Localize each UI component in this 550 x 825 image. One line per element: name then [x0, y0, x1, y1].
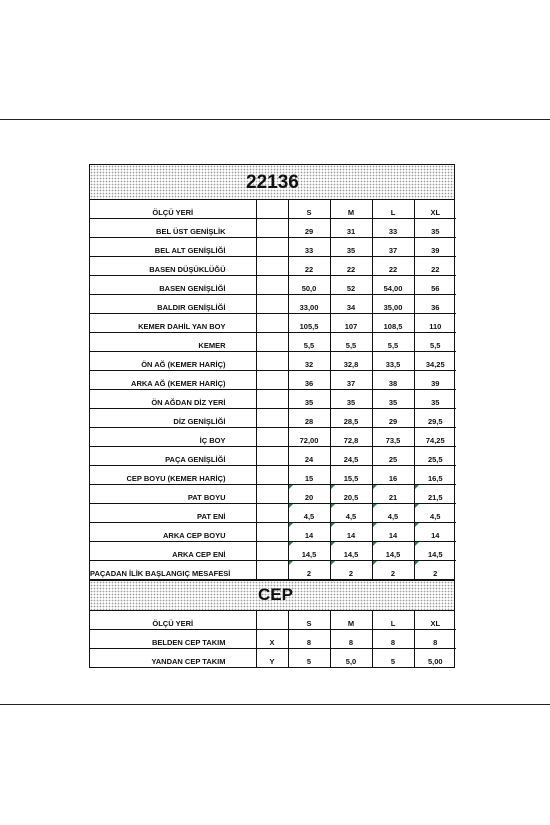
table-row	[90, 390, 456, 409]
measurement-label: PAÇADAN İLİK BAŞLANGIÇ MESAFESİ	[90, 561, 256, 580]
value-cell: 25	[372, 447, 414, 466]
value-cell: 2	[288, 561, 330, 580]
value-cell: 32,8	[330, 352, 372, 371]
value-cell: 36	[288, 371, 330, 390]
axis-cell: Y	[256, 649, 288, 668]
blank-cell	[256, 523, 288, 542]
value-cell: 8	[372, 630, 414, 649]
blank-cell	[256, 561, 288, 580]
blank-cell	[256, 409, 288, 428]
measurement-label: ÖN AĞDAN DİZ YERİ	[90, 390, 256, 409]
measurement-label: YANDAN CEP TAKIM	[90, 649, 256, 668]
value-cell: 35	[330, 390, 372, 409]
blank-cell	[256, 238, 288, 257]
size-header-s: S	[288, 200, 330, 219]
value-cell: 35,00	[372, 295, 414, 314]
value-cell: 4,5	[288, 504, 330, 523]
size-header-l: L	[372, 611, 414, 630]
value-cell: 4,5	[372, 504, 414, 523]
value-cell: 5,5	[372, 333, 414, 352]
value-cell: 33	[288, 238, 330, 257]
table-row	[90, 523, 456, 542]
value-cell: 14	[372, 523, 414, 542]
header-blank	[256, 200, 288, 219]
value-cell: 20	[288, 485, 330, 504]
value-cell: 31	[330, 219, 372, 238]
measurement-label: BASEN DÜŞÜKLÜĞÜ	[90, 257, 256, 276]
value-cell: 16,5	[414, 466, 456, 485]
value-cell: 35	[414, 219, 456, 238]
header-label: ÖLÇÜ YERİ	[90, 611, 256, 630]
value-cell: 4,5	[414, 504, 456, 523]
value-cell: 14,5	[330, 542, 372, 561]
size-header-s: S	[288, 611, 330, 630]
header-row	[90, 611, 456, 630]
measurement-label: BASEN GENİŞLİĞİ	[90, 276, 256, 295]
value-cell: 38	[372, 371, 414, 390]
value-cell: 39	[414, 371, 456, 390]
value-cell: 8	[288, 630, 330, 649]
value-cell: 29	[372, 409, 414, 428]
measurement-label: KEMER	[90, 333, 256, 352]
value-cell: 16	[372, 466, 414, 485]
value-cell: 35	[330, 238, 372, 257]
value-cell: 20,5	[330, 485, 372, 504]
value-cell: 29,5	[414, 409, 456, 428]
blank-cell	[256, 276, 288, 295]
table-row	[90, 257, 456, 276]
measurement-label: PAT BOYU	[90, 485, 256, 504]
cep-title: CEP	[258, 585, 293, 604]
value-cell: 52	[330, 276, 372, 295]
measurement-label: PAÇA GENİŞLİĞİ	[90, 447, 256, 466]
value-cell: 72,8	[330, 428, 372, 447]
size-header-xl: XL	[414, 611, 456, 630]
value-cell: 39	[414, 238, 456, 257]
value-cell: 5,5	[330, 333, 372, 352]
table-row	[90, 276, 456, 295]
value-cell: 35	[288, 390, 330, 409]
value-cell: 5	[372, 649, 414, 668]
measurement-label: BEL ALT GENİŞLİĞİ	[90, 238, 256, 257]
table-row	[90, 295, 456, 314]
value-cell: 28	[288, 409, 330, 428]
table-row	[90, 649, 456, 668]
value-cell: 14,5	[414, 542, 456, 561]
value-cell: 74,25	[414, 428, 456, 447]
blank-cell	[256, 504, 288, 523]
blank-cell	[256, 485, 288, 504]
measurement-label: PAT ENİ	[90, 504, 256, 523]
value-cell: 14	[330, 523, 372, 542]
value-cell: 34,25	[414, 352, 456, 371]
table-row	[90, 504, 456, 523]
value-cell: 5	[288, 649, 330, 668]
value-cell: 22	[330, 257, 372, 276]
table-row	[90, 542, 456, 561]
measurement-label: BEL ÜST GENİŞLİK	[90, 219, 256, 238]
table-row	[90, 238, 456, 257]
value-cell: 14	[414, 523, 456, 542]
blank-cell	[256, 542, 288, 561]
measurement-label: ARKA CEP BOYU	[90, 523, 256, 542]
value-cell: 29	[288, 219, 330, 238]
table-row	[90, 630, 456, 649]
value-cell: 2	[414, 561, 456, 580]
value-cell: 33,5	[372, 352, 414, 371]
blank-cell	[256, 466, 288, 485]
size-header-m: M	[330, 611, 372, 630]
value-cell: 34	[330, 295, 372, 314]
blank-cell	[256, 428, 288, 447]
value-cell: 54,00	[372, 276, 414, 295]
measurement-label: CEP BOYU (KEMER HARİÇ)	[90, 466, 256, 485]
value-cell: 22	[372, 257, 414, 276]
header-label: ÖLÇÜ YERİ	[90, 200, 256, 219]
value-cell: 5,5	[414, 333, 456, 352]
size-header-xl: XL	[414, 200, 456, 219]
value-cell: 8	[330, 630, 372, 649]
value-cell: 2	[330, 561, 372, 580]
size-header-m: M	[330, 200, 372, 219]
value-cell: 21	[372, 485, 414, 504]
table-row	[90, 466, 456, 485]
table-row	[90, 485, 456, 504]
value-cell: 72,00	[288, 428, 330, 447]
table-row	[90, 409, 456, 428]
value-cell: 4,5	[330, 504, 372, 523]
blank-cell	[256, 390, 288, 409]
table-row	[90, 371, 456, 390]
value-cell: 5,00	[414, 649, 456, 668]
value-cell: 105,5	[288, 314, 330, 333]
table-row	[90, 447, 456, 466]
value-cell: 15,5	[330, 466, 372, 485]
value-cell: 25,5	[414, 447, 456, 466]
value-cell: 37	[372, 238, 414, 257]
value-cell: 35	[414, 390, 456, 409]
pocket-table	[90, 611, 456, 667]
value-cell: 15	[288, 466, 330, 485]
value-cell: 33	[372, 219, 414, 238]
value-cell: 108,5	[372, 314, 414, 333]
blank-cell	[256, 447, 288, 466]
blank-cell	[256, 333, 288, 352]
measurement-label: BELDEN CEP TAKIM	[90, 630, 256, 649]
measurement-label: DİZ GENİŞLİĞİ	[90, 409, 256, 428]
table-row	[90, 333, 456, 352]
value-cell: 73,5	[372, 428, 414, 447]
measurement-table	[90, 200, 456, 579]
header-row	[90, 200, 456, 219]
value-cell: 5,0	[330, 649, 372, 668]
value-cell: 37	[330, 371, 372, 390]
value-cell: 56	[414, 276, 456, 295]
value-cell: 107	[330, 314, 372, 333]
value-cell: 33,00	[288, 295, 330, 314]
measurement-label: ÖN AĞ (KEMER HARİÇ)	[90, 352, 256, 371]
value-cell: 110	[414, 314, 456, 333]
value-cell: 2	[372, 561, 414, 580]
value-cell: 50,0	[288, 276, 330, 295]
table-row	[90, 314, 456, 333]
value-cell: 5,5	[288, 333, 330, 352]
measurement-label: ARKA AĞ (KEMER HARİÇ)	[90, 371, 256, 390]
size-header-l: L	[372, 200, 414, 219]
title-bar	[90, 165, 454, 200]
value-cell: 22	[414, 257, 456, 276]
blank-cell	[256, 371, 288, 390]
blank-cell	[256, 352, 288, 371]
value-cell: 24	[288, 447, 330, 466]
axis-cell: X	[256, 630, 288, 649]
measurement-label: KEMER DAHİL YAN BOY	[90, 314, 256, 333]
table-row	[90, 352, 456, 371]
value-cell: 28,5	[330, 409, 372, 428]
product-code: 22136	[246, 172, 299, 193]
value-cell: 24,5	[330, 447, 372, 466]
header-blank	[256, 611, 288, 630]
cep-title-bar	[90, 579, 454, 611]
value-cell: 32	[288, 352, 330, 371]
value-cell: 21,5	[414, 485, 456, 504]
value-cell: 14,5	[288, 542, 330, 561]
value-cell: 35	[372, 390, 414, 409]
table-row	[90, 219, 456, 238]
value-cell: 8	[414, 630, 456, 649]
value-cell: 22	[288, 257, 330, 276]
blank-cell	[256, 295, 288, 314]
value-cell: 14,5	[372, 542, 414, 561]
table-row	[90, 428, 456, 447]
blank-cell	[256, 314, 288, 333]
value-cell: 14	[288, 523, 330, 542]
measurement-label: BALDIR GENİŞLİĞİ	[90, 295, 256, 314]
value-cell: 36	[414, 295, 456, 314]
measurement-label: İÇ BOY	[90, 428, 256, 447]
blank-cell	[256, 219, 288, 238]
measurement-label: ARKA CEP ENİ	[90, 542, 256, 561]
blank-cell	[256, 257, 288, 276]
size-chart	[89, 164, 455, 668]
table-row	[90, 561, 456, 580]
